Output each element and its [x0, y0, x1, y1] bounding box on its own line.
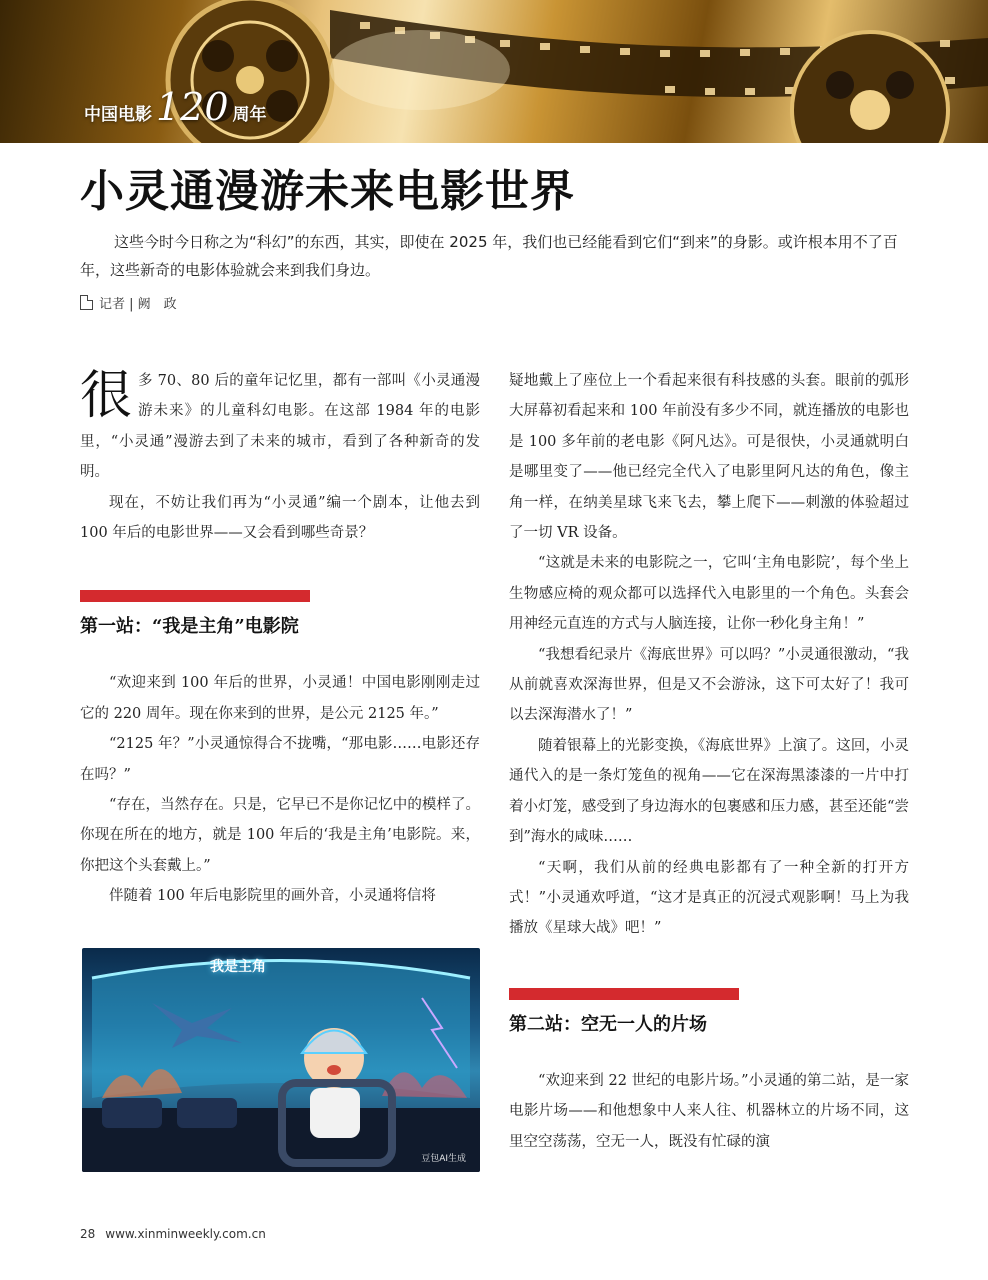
s1-paragraph-2: “2125 年？”小灵通惊得合不拢嘴，“那电影……电影还存在吗？” [80, 736, 480, 783]
screen-label: 我是主角 [210, 959, 266, 975]
intro-text: 多 70、80 后的童年记忆里，都有一部叫《小灵通漫游未来》的儿童科幻电影。在这部 1984 年的电影里，“小灵通”漫游去到了未来的城市，看到了各种新奇的发明。 [80, 373, 480, 481]
column-label-text: 中国电影 [84, 105, 152, 125]
article-lead: 这些今时今日称之为“科幻”的东西，其实，即使在 2025 年，我们也已经能看到它们“到来”的身影。或许根本用不了百年，这些新奇的电影体验就会来到我们身边。 [80, 233, 898, 279]
left-column [80, 366, 480, 912]
cinema-illustration [82, 948, 480, 1172]
page-number: 28 [80, 1227, 96, 1241]
s2-paragraph-1: “欢迎来到 22 世纪的电影片场。”小灵通的第二站，是一家电影片场——和他想象中人来人往、机器林立的片场不同，这里空空荡荡，空无一人，既没有忙碌的演 [509, 1072, 909, 1150]
column-label-suffix: 周年 [232, 105, 267, 125]
section-heading-1 [80, 590, 480, 642]
section-heading-2 [509, 988, 909, 1040]
r-paragraph-4: 随着银幕上的光影变换，《海底世界》上演了。这回，小灵通代入的是一条灯笼鱼的视角——它在深海黑漆漆的一片中打着小灯笼，感受到了身边海水的包裹感和压力感，甚至还能“尝到”海水的咸味…… [509, 737, 909, 846]
r-paragraph-1: 疑地戴上了座位上一个看起来很有科技感的头套。眼前的弧形大屏幕初看起来和 100 年前没有多少不同，就连播放的电影也是 100 多年前的老电影《阿凡达》。可是很快，小灵通就明白是哪里变了——他已经完全代入了电影里阿凡达的角色，像主角一样，在纳美星球飞来飞去，攀上爬下——刺激的体验超过了一切 VR 设备。 [509, 373, 909, 542]
s1-paragraph-4: 伴随着 100 年后电影院里的画外音，小灵通将信将 [109, 888, 436, 905]
page-footer [80, 1227, 266, 1241]
s1-paragraph-3: “存在，当然存在。只是，它早已不是你记忆中的模样了。你现在所在的地方，就是 100 年后的‘我是主角’电影院。来，你把这个头套戴上。” [80, 797, 480, 874]
dropcap: 很 [80, 366, 133, 426]
column-label [84, 85, 267, 134]
byline-text: 记者 | 阙 政 [99, 297, 177, 312]
article-title: 小灵通漫游未来电影世界 [80, 166, 575, 217]
website-link[interactable]: www.xinminweekly.com.cn [105, 1227, 266, 1241]
section-title-1: 第一站：“我是主角”电影院 [80, 616, 299, 638]
pen-icon [80, 295, 93, 310]
section-accent-bar [80, 590, 310, 602]
byline [80, 293, 177, 312]
intro-paragraph-2: 现在，不妨让我们再为“小灵通”编一个剧本，让他去到 100 年后的电影世界——又会看到哪些奇景？ [80, 494, 480, 542]
intro-paragraph [80, 366, 480, 488]
column-label-number: 120 [156, 85, 229, 129]
cinema-scene [82, 948, 480, 1172]
s1-paragraph-1: “欢迎来到 100 年后的世界，小灵通！中国电影刚刚走过它的 220 周年。现在你来到的世界，是公元 2125 年。” [80, 675, 480, 722]
header-banner [0, 0, 988, 143]
ai-credit-label: 豆包AI生成 [421, 1154, 466, 1164]
section-title-2: 第二站：空无一人的片场 [509, 1013, 707, 1035]
r-paragraph-3: “我想看纪录片《海底世界》可以吗？”小灵通很激动，“我从前就喜欢深海世界，但是又不会游泳，这下可太好了！我可以去深海潜水了！” [509, 646, 909, 724]
right-column [509, 366, 909, 1157]
r-paragraph-5: “天啊，我们从前的经典电影都有了一种全新的打开方式！”小灵通欢呼道，“这才是真正的沉浸式观影啊！马上为我播放《星球大战》吧！” [509, 859, 909, 937]
r-paragraph-2: “这就是未来的电影院之一，它叫‘主角电影院’，每个坐上生物感应椅的观众都可以选择代入电影里的一个角色。头套会用神经元直连的方式与人脑连接，让你一秒化身主角！” [509, 555, 909, 633]
section-accent-bar [509, 988, 739, 1000]
